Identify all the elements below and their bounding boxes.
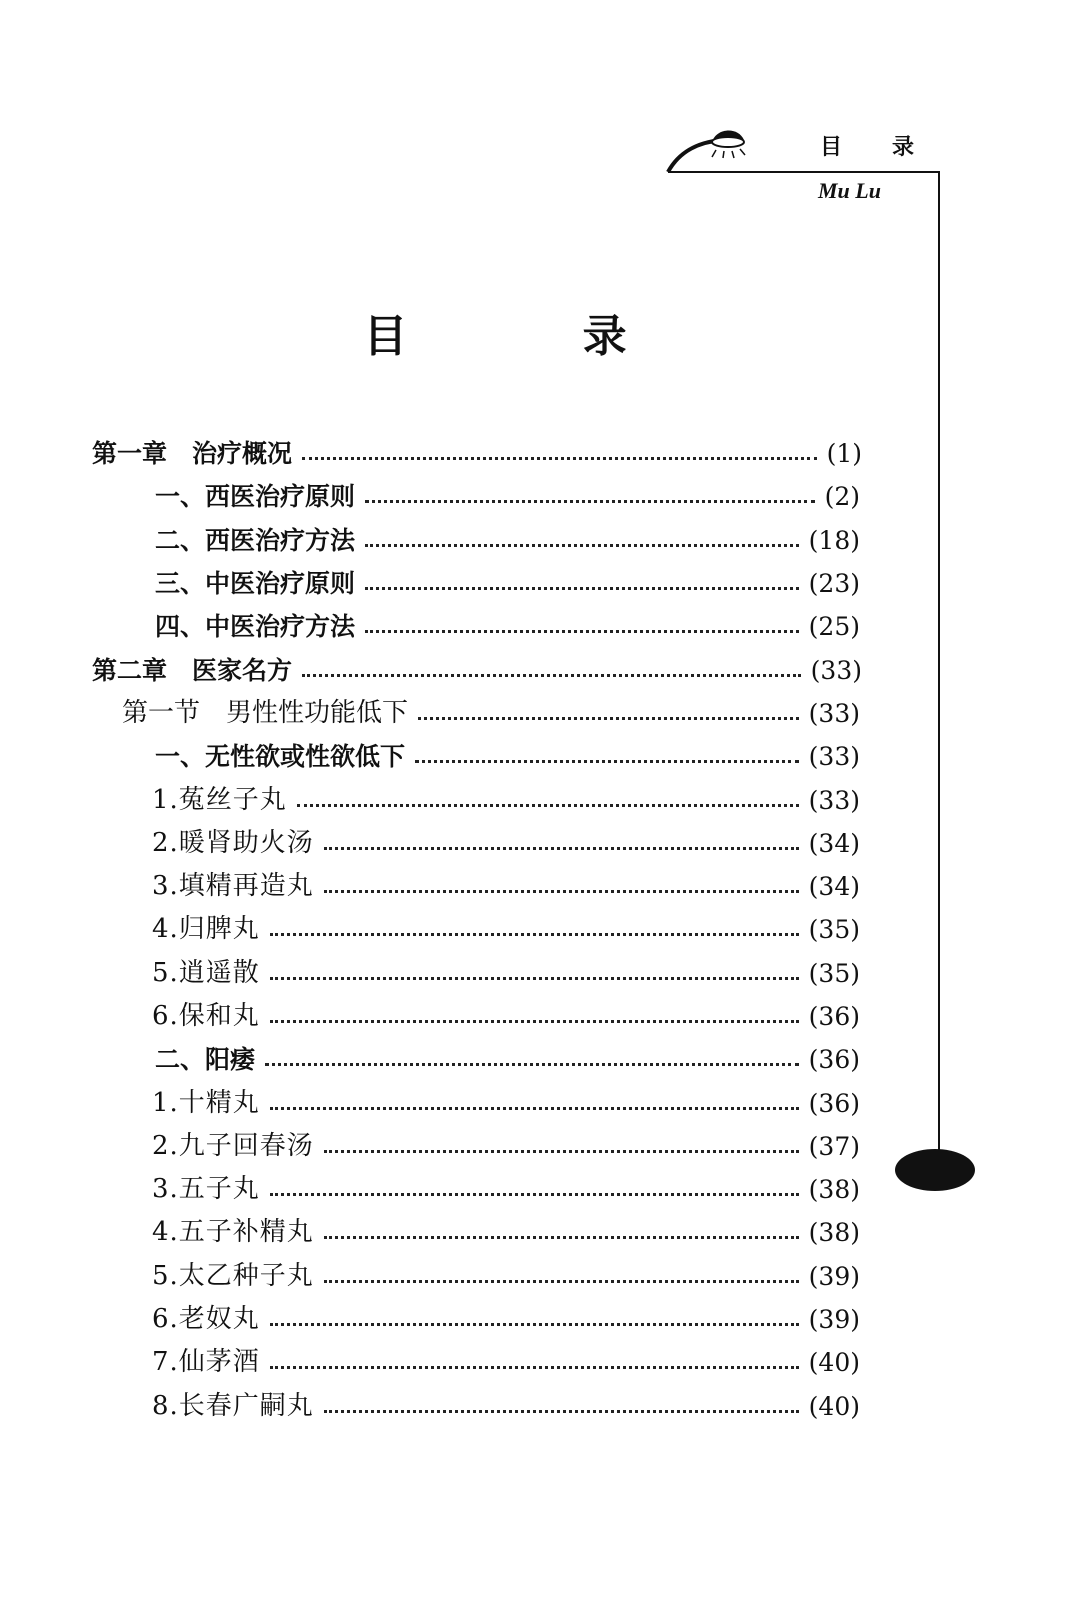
toc-page-number: (40) [808,1348,860,1378]
toc-page-number: (23) [808,569,860,599]
table-of-contents [0,432,1080,1428]
toc-entry[interactable] [0,822,860,865]
toc-leader-dots [418,692,799,735]
toc-entry[interactable] [0,1168,860,1211]
toc-entry-label: 1.十精丸 [152,1087,260,1118]
toc-page-number: (38) [808,1175,860,1205]
toc-entry[interactable] [0,605,860,648]
toc-page-number: (35) [808,915,860,945]
toc-entry-label: 一、西医治疗原则 [155,482,356,512]
toc-entry[interactable] [0,735,860,778]
toc-entry-label: 8.长春广嗣丸 [152,1390,314,1421]
toc-leader-dots [365,562,799,605]
toc-leader-dots [324,1211,799,1254]
toc-page-number: (38) [808,1218,860,1248]
toc-entry[interactable] [0,995,860,1038]
toc-entry-label: 7.仙茅酒 [152,1347,260,1378]
running-title-cn: 目 录 [820,135,929,160]
toc-page-number: (34) [808,872,860,902]
toc-entry-label: 6.老奴丸 [152,1304,260,1335]
toc-entry-label: 4.五子补精丸 [152,1217,314,1248]
toc-page-number: (36) [808,1088,860,1118]
toc-page-number: (33) [808,785,860,815]
toc-entry[interactable] [0,692,860,735]
toc-entry-label: 4.归脾丸 [152,914,260,945]
toc-entry-label: 5.太乙种子丸 [152,1260,314,1291]
toc-entry[interactable] [0,865,860,908]
toc-entry-label: 2.九子回春汤 [152,1130,314,1161]
toc-entry-label: 3.五子丸 [152,1174,260,1205]
toc-entry[interactable] [0,475,860,518]
toc-page-number: (36) [808,1045,860,1075]
toc-entry-label: 第一章 治疗概况 [92,439,293,469]
toc-page-number: (33) [810,655,862,685]
toc-entry[interactable] [0,1385,860,1428]
toc-leader-dots [270,1168,799,1211]
toc-entry[interactable] [0,778,860,821]
toc-leader-dots [415,735,799,778]
toc-entry-label: 6.保和丸 [152,1001,260,1031]
toc-entry-label: 三、中医治疗原则 [155,569,356,599]
toc-leader-dots [270,1082,799,1125]
toc-leader-dots [270,1341,799,1384]
toc-entry[interactable] [0,648,862,691]
toc-entry[interactable] [0,1125,860,1168]
toc-entry-label: 1.菟丝子丸 [152,784,287,815]
toc-entry[interactable] [0,952,860,995]
toc-leader-dots [297,779,799,822]
toc-leader-dots [365,475,815,518]
toc-leader-dots [302,432,817,475]
toc-entry-label: 2.暖肾助火汤 [152,827,314,858]
toc-entry[interactable] [0,908,860,951]
toc-entry-label: 5.逍遥散 [152,957,260,988]
toc-leader-dots [265,1038,799,1081]
toc-page-number: (25) [808,612,860,642]
toc-entry[interactable] [0,1341,860,1384]
toc-page-number: (33) [808,698,860,728]
toc-entry[interactable] [0,1255,860,1298]
toc-entry[interactable] [0,432,862,475]
toc-leader-dots [324,1385,799,1428]
toc-leader-dots [324,1125,799,1168]
toc-page-number: (39) [808,1305,860,1335]
toc-entry-label: 一、无性欲或性欲低下 [155,742,406,772]
toc-entry[interactable] [0,1211,860,1254]
toc-entry[interactable] [0,1038,860,1081]
toc-entry-label: 二、阳痿 [155,1045,256,1075]
toc-page-number: (33) [808,742,860,772]
toc-leader-dots [365,605,799,648]
toc-entry[interactable] [0,1298,860,1341]
toc-leader-dots [324,865,799,908]
toc-entry-label: 四、中医治疗方法 [155,612,356,642]
toc-leader-dots [270,908,799,951]
toc-page-number: (2) [824,482,860,512]
toc-entry[interactable] [0,1081,860,1124]
toc-entry[interactable] [0,562,860,605]
toc-page-number: (40) [808,1391,860,1421]
toc-leader-dots [270,1298,799,1341]
toc-leader-dots [324,1255,799,1298]
toc-leader-dots [365,519,799,562]
toc-page-number: (1) [826,439,862,469]
running-title-en: Mu Lu [818,178,881,203]
toc-leader-dots [324,822,799,865]
toc-page-number: (34) [808,828,860,858]
toc-page-number: (18) [808,525,860,555]
page-title: 目 录 [363,311,707,362]
toc-entry-label: 第一节 男性性功能低下 [122,697,409,728]
toc-entry-label: 3.填精再造丸 [152,871,314,902]
toc-page-number: (35) [808,958,860,988]
toc-leader-dots [270,995,799,1038]
toc-leader-dots [270,952,799,995]
toc-page-number: (37) [808,1131,860,1161]
toc-page-number: (36) [808,1002,860,1031]
toc-page-number: (39) [808,1261,860,1291]
toc-entry[interactable] [0,519,860,562]
toc-entry-label: 第二章 医家名方 [92,655,293,685]
toc-leader-dots [302,649,801,692]
toc-entry-label: 二、西医治疗方法 [155,525,356,555]
